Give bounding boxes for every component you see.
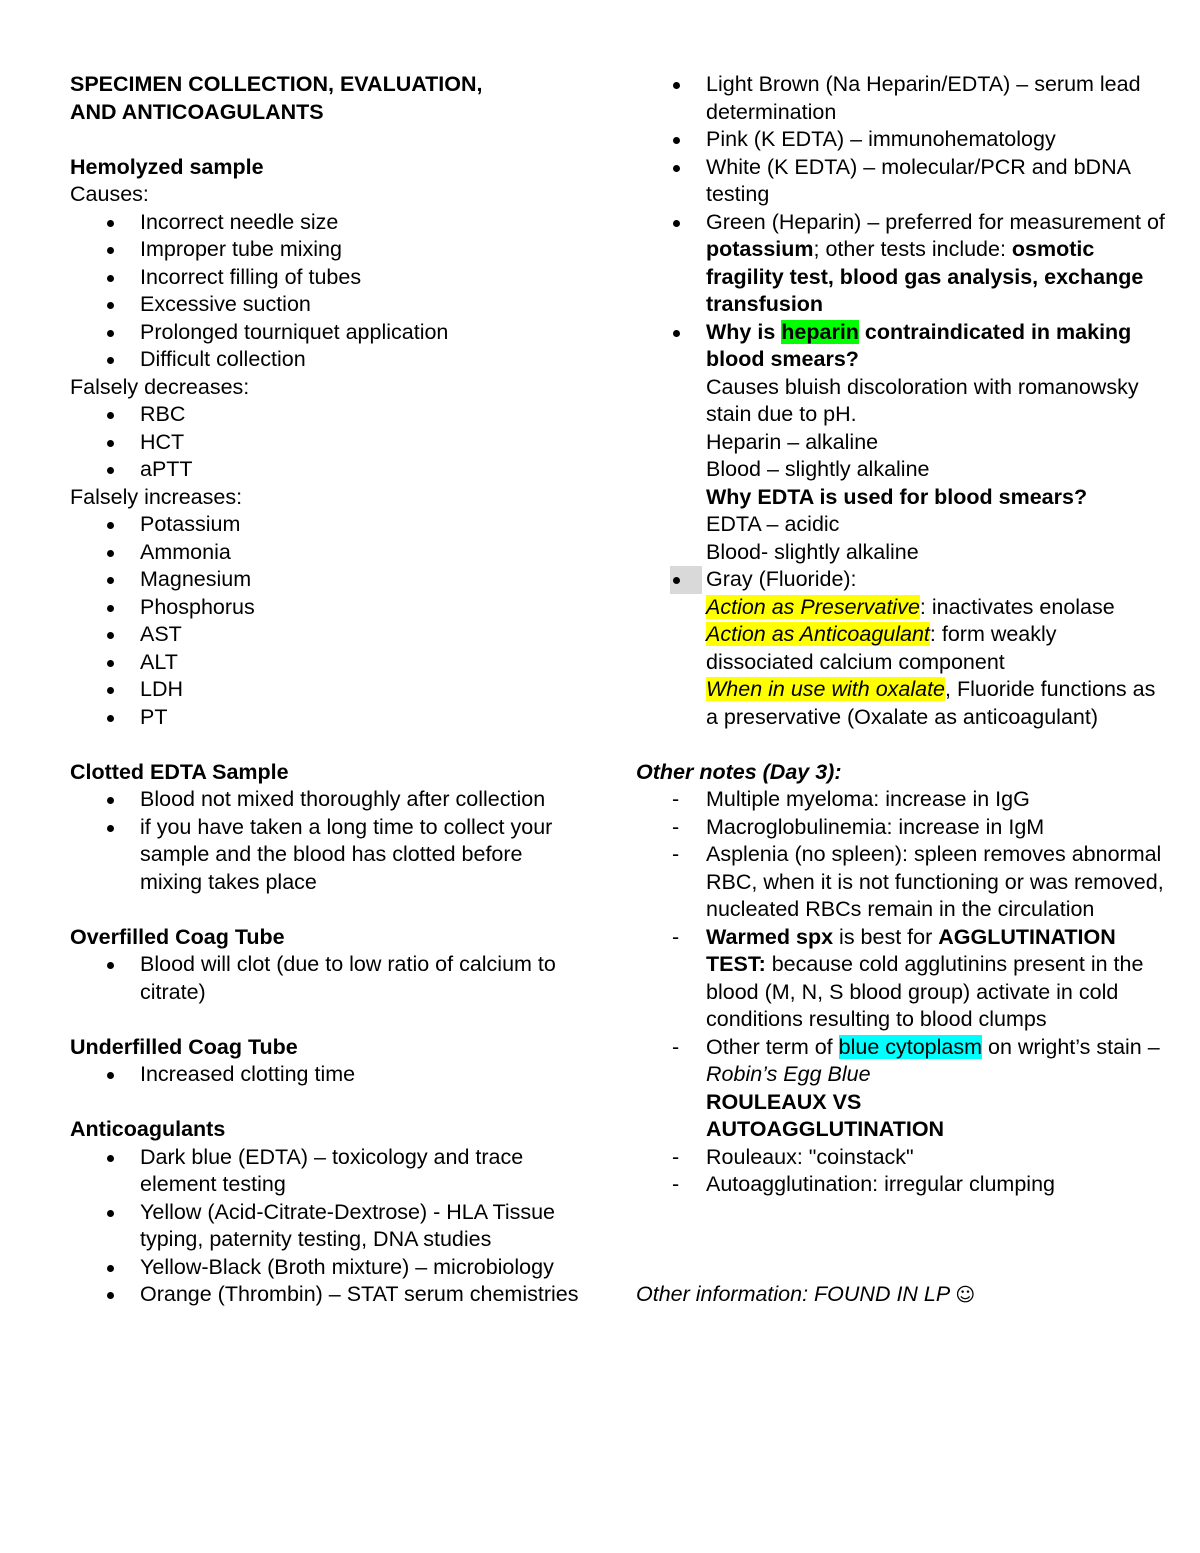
list-item: Prolonged tourniquet application: [70, 319, 580, 347]
rouleaux-heading-2: AUTOAGGLUTINATION: [706, 1117, 945, 1141]
list-item: AST: [70, 621, 580, 649]
warmed-text: is best for: [833, 924, 939, 949]
list-item: - Rouleaux: "coinstack": [636, 1144, 1166, 1172]
edta-question: Why EDTA is used for blood smears?: [706, 484, 1088, 509]
gray-anticoagulant: [706, 621, 1166, 676]
footer-note: [636, 1281, 1166, 1310]
anticoagulant-highlight: Action as Anticoagulant: [706, 622, 930, 646]
left-column: [70, 71, 580, 1309]
list-item: Incorrect filling of tubes: [70, 264, 580, 292]
list-item: Dark blue (EDTA) – toxicology and trace element testing: [70, 1144, 580, 1199]
list-item: PT: [70, 704, 580, 732]
hemolyzed-heading: Hemolyzed sample: [70, 154, 264, 179]
list-item: - Asplenia (no spleen): spleen removes abnormal RBC, when it is not functioning or was removed, nucleated RBCs remain in the circulation: [636, 841, 1166, 924]
causes-label: Causes:: [70, 182, 149, 206]
list-item: Light Brown (Na Heparin/EDTA) – serum lead determination: [636, 71, 1166, 126]
other-notes-list: [636, 786, 1166, 1199]
green-mid: ; other tests include:: [813, 237, 1012, 261]
oxalate-highlight: When in use with oxalate: [706, 677, 946, 701]
list-item-blue-cytoplasm: [636, 1034, 1166, 1144]
list-item: - Macroglobulinemia: increase in IgM: [636, 814, 1166, 842]
heparin-answer-2: Heparin – alkaline: [706, 429, 879, 454]
list-item: Incorrect needle size: [70, 209, 580, 237]
green-bold-tests: osmotic fragility test, blood gas analysis, exchange transfusion: [706, 237, 1144, 316]
list-item-warmed: [636, 924, 1166, 1034]
edta-answer-1: EDTA – acidic: [706, 512, 840, 536]
list-item: ALT: [70, 649, 580, 677]
gray-preservative: [706, 594, 1166, 622]
list-item: Yellow (Acid-Citrate-Dextrose) - HLA Tissue typing, paternity testing, DNA studies: [70, 1199, 580, 1254]
clotted-heading: Clotted EDTA Sample: [70, 759, 289, 784]
blue-mid: on wright’s stain –: [982, 1034, 1160, 1059]
preservative-highlight: Action as Preservative: [706, 594, 920, 619]
gray-label: Gray (Fluoride):: [706, 567, 857, 591]
agglutination-text: because cold agglutinins present in the blood (M, N, S blood group) activate in cold conditions resulting to blood clumps: [706, 952, 1144, 1031]
list-item: Yellow-Black (Broth mixture) – microbiology: [70, 1254, 580, 1282]
blue-cytoplasm-highlight: blue cytoplasm: [838, 1034, 983, 1059]
list-item: aPTT: [70, 456, 580, 484]
oxalate-text: , Fluoride functions as a preservative (Oxalate as anticoagulant): [706, 677, 1156, 729]
list-item: HCT: [70, 429, 580, 457]
anticoagulants-heading: Anticoagulants: [70, 1117, 226, 1141]
footer-text: Other information: FOUND IN LP: [636, 1282, 956, 1306]
overfilled-heading: Overfilled Coag Tube: [70, 924, 285, 949]
list-item: Difficult collection: [70, 346, 580, 374]
list-item: Blood will clot (due to low ratio of calcium to citrate): [70, 951, 580, 1006]
decreases-list: [70, 401, 580, 484]
heparin-answer-3: Blood – slightly alkaline: [706, 457, 930, 481]
warmed-bold: Warmed spx: [706, 924, 834, 949]
robins-egg-blue: Robin’s Egg Blue: [706, 1062, 871, 1086]
list-item-green: [636, 209, 1166, 319]
smiley-icon: ☺: [955, 1284, 976, 1306]
other-notes-heading: Other notes (Day 3):: [636, 759, 842, 784]
list-item: Potassium: [70, 511, 580, 539]
bullet-highlight: [670, 566, 702, 594]
underfilled-list: [70, 1061, 580, 1089]
right-column: [636, 71, 1166, 1310]
list-item: Increased clotting time: [70, 1061, 580, 1089]
preservative-text: : inactivates enolase: [919, 594, 1115, 619]
green-bold-potassium: potassium: [706, 237, 814, 261]
list-item: Excessive suction: [70, 291, 580, 319]
tube-list: [636, 71, 1166, 731]
clotted-list: [70, 786, 580, 896]
list-item-gray: [636, 566, 1166, 731]
list-item: Phosphorus: [70, 594, 580, 622]
gray-oxalate: [706, 676, 1166, 731]
decreases-label: Falsely decreases:: [70, 374, 250, 399]
list-item-heparin-question: [636, 319, 1166, 567]
rouleaux-heading-1: ROULEAUX VS: [706, 1089, 862, 1114]
list-item: LDH: [70, 676, 580, 704]
doc-title-line1: SPECIMEN COLLECTION, EVALUATION,: [70, 72, 483, 96]
list-item: Pink (K EDTA) – immunohematology: [636, 126, 1166, 154]
underfilled-heading: Underfilled Coag Tube: [70, 1034, 298, 1059]
green-text: Green (Heparin) – preferred for measurement of: [706, 209, 1165, 234]
list-item: - Autoagglutination: irregular clumping: [636, 1171, 1166, 1199]
causes-list: [70, 209, 580, 374]
increases-list: [70, 511, 580, 731]
list-item: if you have taken a long time to collect your sample and the blood has clotted before mixing takes place: [70, 814, 580, 897]
list-item: Ammonia: [70, 539, 580, 567]
anticoagulants-list: [70, 1144, 580, 1309]
doc-title-line2: AND ANTICOAGULANTS: [70, 99, 324, 124]
list-item: Magnesium: [70, 566, 580, 594]
overfilled-list: [70, 951, 580, 1006]
list-item: Improper tube mixing: [70, 236, 580, 264]
anticoagulant-text: : form weakly dissociated calcium component: [706, 622, 1057, 674]
heparin-q-post: contraindicated in making blood smears?: [706, 319, 1132, 371]
list-item: Orange (Thrombin) – STAT serum chemistries: [70, 1281, 580, 1309]
agglutination-bold: AGGLUTINATION TEST:: [706, 924, 1116, 976]
heparin-answer-1: Causes bluish discoloration with romanowsky stain due to pH.: [706, 374, 1139, 426]
edta-answer-2: Blood- slightly alkaline: [706, 539, 919, 564]
list-item: - Multiple myeloma: increase in IgG: [636, 786, 1166, 814]
list-item: RBC: [70, 401, 580, 429]
increases-label: Falsely increases:: [70, 484, 243, 509]
list-item: White (K EDTA) – molecular/PCR and bDNA testing: [636, 154, 1166, 209]
list-item: Blood not mixed thoroughly after collection: [70, 786, 580, 814]
heparin-q-pre: Why is: [706, 319, 782, 344]
blue-pre: Other term of: [706, 1034, 839, 1059]
heparin-highlight: heparin: [781, 319, 859, 344]
